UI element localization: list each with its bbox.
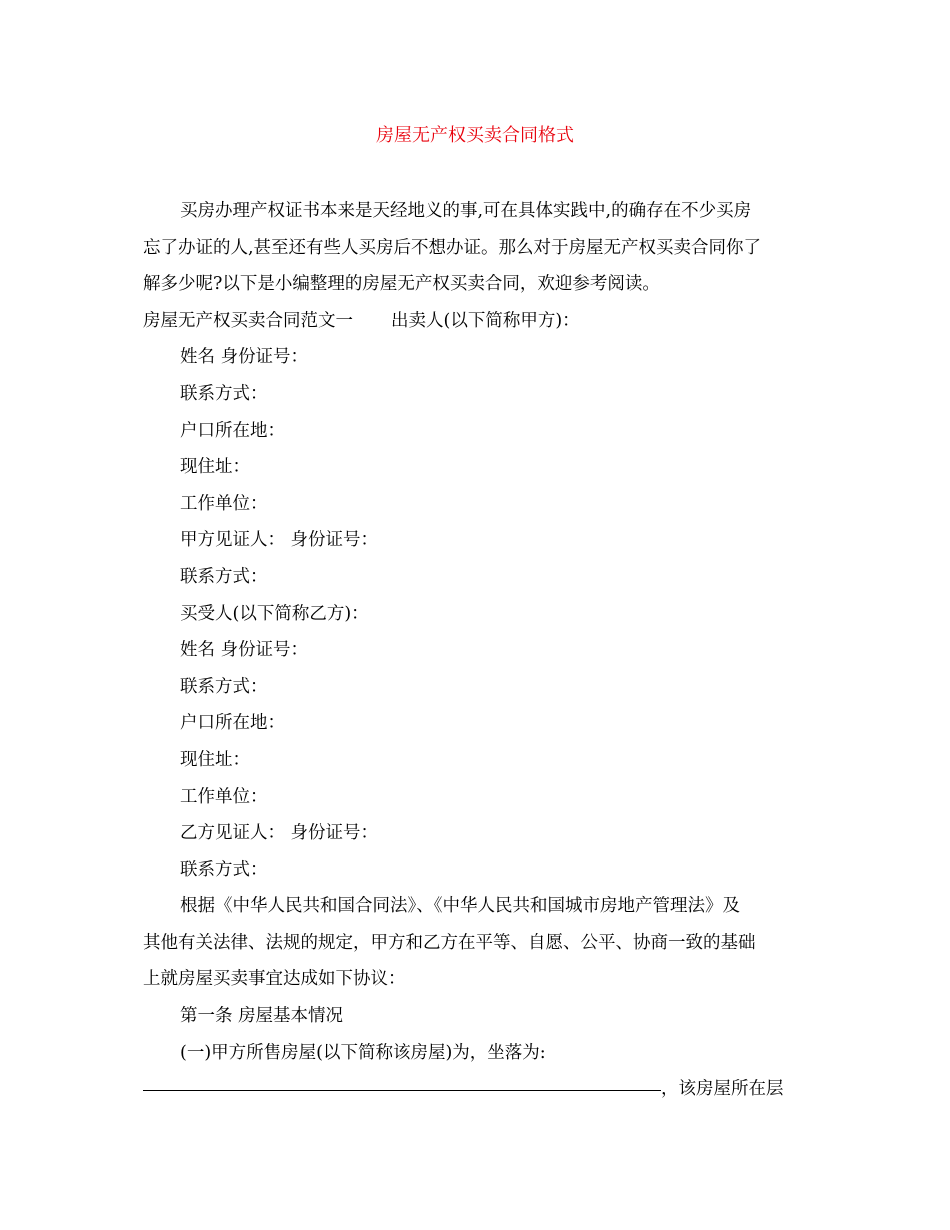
buyer-field-hukou: 户口所在地： [180, 713, 285, 734]
buyer-field-name-id: 姓名 身份证号： [180, 640, 309, 661]
seller-field-witness: 甲方见证人： 身份证号： [180, 530, 379, 551]
seller-field-contact: 联系方式： [180, 383, 268, 404]
seller-field-witness-contact: 联系方式： [180, 566, 268, 587]
sample-heading-line [143, 303, 803, 340]
document-body [143, 193, 803, 1108]
article-1-item-1: (一)甲方所售房屋(以下简称该房屋)为，坐落为: [180, 1042, 546, 1063]
document-title: 房屋无产权买卖合同格式 [376, 125, 574, 146]
fill-in-blank [143, 1089, 661, 1091]
basis-line-1: 根据《中华人民共和国合同法》、《中华人民共和国城市房地产管理法》及 [180, 896, 740, 917]
article-1-heading: 第一条 房屋基本情况 [180, 1006, 344, 1027]
basis-line-3: 上就房屋买卖事宜达成如下协议： [143, 969, 406, 990]
buyer-field-employer: 工作单位： [180, 786, 268, 807]
sample-heading: 房屋无产权买卖合同范文一 [143, 310, 353, 331]
article-1-location-line [143, 1071, 803, 1108]
intro-line-3: 解多少呢?以下是小编整理的房屋无产权买卖合同，欢迎参考阅读。 [143, 274, 660, 295]
article-1-continuation: ，该房屋所在层 [661, 1079, 784, 1100]
seller-field-hukou: 户口所在地： [180, 420, 285, 441]
seller-heading: 出卖人(以下简称甲方)： [391, 310, 580, 331]
intro-line-2: 忘了办证的人,甚至还有些人买房后不想办证。那么对于房屋无产权买卖合同你了 [143, 237, 762, 258]
buyer-field-address: 现住址： [180, 749, 250, 770]
seller-field-employer: 工作单位： [180, 493, 268, 514]
basis-line-2: 其他有关法律、法规的规定，甲方和乙方在平等、自愿、公平、协商一致的基础 [143, 932, 756, 953]
seller-field-name-id: 姓名 身份证号： [180, 347, 309, 368]
buyer-heading: 买受人(以下简称乙方)： [180, 603, 369, 624]
buyer-field-contact: 联系方式： [180, 676, 268, 697]
seller-field-address: 现住址： [180, 457, 250, 478]
intro-line-1: 买房办理产权证书本来是天经地义的事,可在具体实践中,的确存在不少买房 [180, 201, 752, 221]
buyer-field-witness-contact: 联系方式： [180, 859, 268, 880]
buyer-field-witness: 乙方见证人： 身份证号： [180, 823, 379, 844]
